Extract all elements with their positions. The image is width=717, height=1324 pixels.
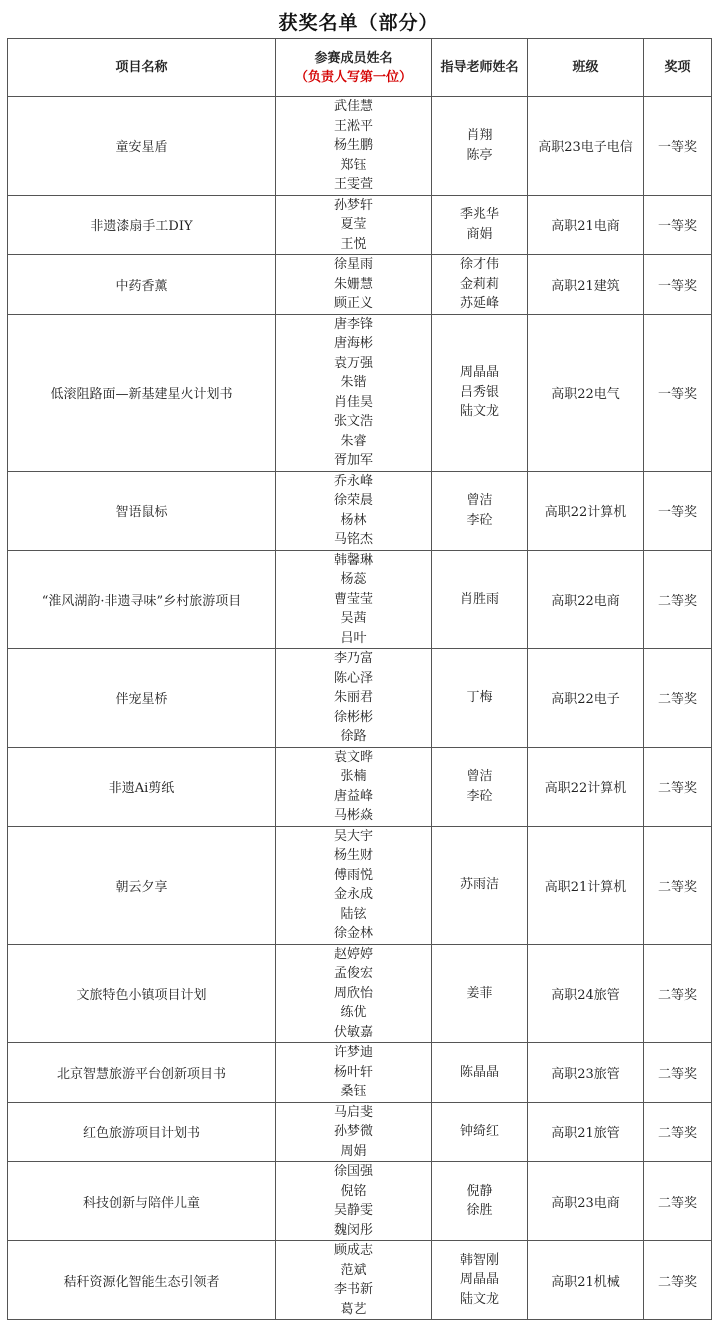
- teachers-cell: [432, 944, 528, 1043]
- teacher-name: 姜菲: [466, 985, 493, 1001]
- member-name: 徐路: [340, 729, 367, 744]
- member-name: 吴茜: [340, 611, 367, 626]
- member-name: 周欣怡: [333, 985, 373, 1001]
- members-cell: [276, 195, 432, 255]
- member-name: 顾成志: [333, 1243, 373, 1258]
- member-name: 夏莹: [340, 217, 367, 232]
- members-cell: [276, 1102, 432, 1162]
- member-name: 徐国强: [333, 1164, 373, 1179]
- member-name: 徐彬彬: [333, 709, 373, 725]
- teacher-name: 肖翔: [466, 128, 493, 144]
- project-name-cell: 科技创新与陪伴儿童: [8, 1162, 276, 1241]
- teacher-name: 吕秀银: [459, 384, 499, 400]
- member-name: 杨生财: [333, 848, 373, 863]
- members-cell: [276, 550, 432, 649]
- teachers-cell: [432, 1043, 528, 1103]
- member-name: 徐金林: [333, 926, 373, 941]
- member-name: 袁文晔: [333, 749, 373, 765]
- teachers-cell: [432, 747, 528, 826]
- project-name-cell: 朝云夕享: [8, 826, 276, 944]
- members-cell: [276, 649, 432, 748]
- header-project: 项目名称: [8, 39, 276, 97]
- member-name: 张楠: [340, 769, 367, 784]
- award-cell: 二等奖: [644, 747, 712, 826]
- teacher-name: 倪静: [466, 1183, 493, 1199]
- members-cell: [276, 1043, 432, 1103]
- project-name-cell: 中药香薰: [8, 255, 276, 315]
- member-name: 曹莹莹: [333, 591, 373, 607]
- teacher-name: 曾洁: [466, 493, 493, 508]
- table-row: [8, 195, 712, 255]
- member-name: 王雯萱: [333, 177, 373, 192]
- project-name-cell: 文旅特色小镇项目计划: [8, 944, 276, 1043]
- member-name: 周娟: [340, 1143, 367, 1159]
- table-row: [8, 1043, 712, 1103]
- class-cell: 高职23电子电信: [528, 97, 644, 196]
- member-name: 练优: [340, 1005, 367, 1020]
- project-name-cell: “淮风湖韵·非遗寻味”乡村旅游项目: [8, 550, 276, 649]
- teacher-name: 徐才伟: [459, 257, 499, 272]
- awards-table: [7, 38, 712, 1320]
- member-name: 朱睿: [340, 433, 367, 449]
- teacher-name: 曾洁: [466, 769, 493, 784]
- teacher-name: 苏雨洁: [459, 877, 499, 893]
- project-name-cell: 非遗漆扇手工DIY: [8, 195, 276, 255]
- page-title: 获奖名单（部分）: [278, 12, 439, 34]
- project-name-cell: 北京智慧旅游平台创新项目书: [8, 1043, 276, 1103]
- class-cell: 高职22计算机: [528, 747, 644, 826]
- header-award: 奖项: [644, 39, 712, 97]
- class-cell: 高职21计算机: [528, 826, 644, 944]
- table-row: [8, 826, 712, 944]
- member-name: 朱锴: [340, 375, 367, 390]
- member-name: 马彬焱: [333, 808, 373, 823]
- table-row: [8, 944, 712, 1043]
- class-cell: 高职21电商: [528, 195, 644, 255]
- teachers-cell: [432, 1102, 528, 1162]
- award-cell: 二等奖: [644, 1241, 712, 1320]
- member-name: 桑钰: [340, 1084, 367, 1099]
- award-cell: 二等奖: [644, 1102, 712, 1162]
- table-row: [8, 471, 712, 550]
- member-name: 肖佳昊: [333, 394, 373, 410]
- header-teachers: 指导老师姓名: [432, 39, 528, 97]
- table-row: [8, 255, 712, 315]
- header-class: 班级: [528, 39, 644, 97]
- teachers-cell: [432, 195, 528, 255]
- member-name: 王淞平: [333, 118, 373, 134]
- member-name: 顾正义: [333, 296, 373, 311]
- teacher-name: 周晶晶: [459, 365, 499, 381]
- project-name-cell: 低滚阻路面—新基建星火计划书: [8, 314, 276, 471]
- class-cell: 高职22电子: [528, 649, 644, 748]
- member-name: 范斌: [340, 1262, 367, 1278]
- member-name: 张文浩: [333, 414, 373, 429]
- teachers-cell: [432, 314, 528, 471]
- header-members-note: （负责人写第一位）: [294, 69, 412, 85]
- member-name: 孙梦轩: [333, 197, 373, 213]
- member-name: 李书新: [333, 1282, 373, 1297]
- member-name: 李乃富: [333, 651, 373, 666]
- table-body: [8, 97, 712, 1320]
- member-name: 陈心泽: [333, 670, 373, 686]
- member-name: 陆铉: [340, 906, 367, 922]
- member-name: 吴大宇: [333, 828, 373, 844]
- member-name: 王悦: [340, 236, 367, 252]
- member-name: 马铭杰: [333, 532, 373, 547]
- members-cell: [276, 1241, 432, 1320]
- project-name-cell: 童安星盾: [8, 97, 276, 196]
- table-row: [8, 550, 712, 649]
- members-cell: [276, 747, 432, 826]
- award-cell: 二等奖: [644, 826, 712, 944]
- award-cell: 二等奖: [644, 944, 712, 1043]
- teacher-name: 韩智刚: [459, 1252, 499, 1268]
- teacher-name: 李砼: [466, 512, 493, 528]
- award-cell: 一等奖: [644, 195, 712, 255]
- teachers-cell: [432, 826, 528, 944]
- member-name: 葛艺: [340, 1301, 367, 1317]
- member-name: 杨叶轩: [333, 1064, 373, 1080]
- table-row: [8, 747, 712, 826]
- table-row: [8, 1162, 712, 1241]
- class-cell: 高职21旅管: [528, 1102, 644, 1162]
- teacher-name: 徐胜: [466, 1203, 493, 1218]
- teacher-name: 陈晶晶: [459, 1064, 499, 1080]
- class-cell: 高职21建筑: [528, 255, 644, 315]
- teacher-name: 丁梅: [466, 690, 493, 705]
- member-name: 韩馨琳: [333, 552, 373, 568]
- member-name: 朱丽君: [333, 690, 373, 705]
- award-cell: 二等奖: [644, 1162, 712, 1241]
- member-name: 郑钰: [340, 157, 367, 173]
- member-name: 赵婷婷: [333, 946, 373, 962]
- teacher-name: 陆文龙: [459, 1291, 499, 1307]
- table-row: [8, 314, 712, 471]
- class-cell: 高职22计算机: [528, 471, 644, 550]
- member-name: 武佳慧: [333, 99, 373, 114]
- member-name: 倪铭: [340, 1183, 367, 1199]
- teacher-name: 肖胜雨: [459, 591, 499, 607]
- teacher-name: 陆文龙: [459, 404, 499, 420]
- member-name: 许梦迪: [333, 1045, 373, 1060]
- member-name: 唐益峰: [333, 788, 373, 804]
- members-cell: [276, 255, 432, 315]
- member-name: 孟俊宏: [333, 966, 373, 981]
- member-name: 唐海彬: [333, 336, 373, 351]
- member-name: 吴静雯: [333, 1203, 373, 1218]
- members-cell: [276, 97, 432, 196]
- project-name-cell: 智语鼠标: [8, 471, 276, 550]
- project-name-cell: 红色旅游项目计划书: [8, 1102, 276, 1162]
- class-cell: 高职22电气: [528, 314, 644, 471]
- member-name: 金永成: [333, 887, 373, 902]
- teacher-name: 钟绮红: [459, 1124, 499, 1139]
- members-cell: [276, 1162, 432, 1241]
- class-cell: 高职24旅管: [528, 944, 644, 1043]
- members-cell: [276, 314, 432, 471]
- class-cell: 高职23旅管: [528, 1043, 644, 1103]
- member-name: 乔永峰: [333, 473, 373, 489]
- project-name-cell: 秸秆资源化智能生态引领者: [8, 1241, 276, 1320]
- member-name: 杨蕊: [340, 572, 367, 587]
- teachers-cell: [432, 471, 528, 550]
- member-name: 魏闵彤: [333, 1222, 373, 1238]
- award-cell: 一等奖: [644, 97, 712, 196]
- member-name: 朱姗慧: [333, 276, 373, 292]
- table-row: [8, 1102, 712, 1162]
- teachers-cell: [432, 97, 528, 196]
- member-name: 徐荣晨: [333, 493, 373, 508]
- teacher-name: 金莉莉: [459, 276, 499, 292]
- table-row: [8, 649, 712, 748]
- member-name: 杨林: [340, 512, 367, 528]
- teacher-name: 周晶晶: [459, 1272, 499, 1288]
- award-cell: 一等奖: [644, 255, 712, 315]
- header-members-label: 参赛成员姓名: [314, 50, 393, 66]
- member-name: 吕叶: [340, 630, 367, 646]
- member-name: 孙梦微: [333, 1124, 373, 1139]
- member-name: 杨生鹏: [333, 138, 373, 153]
- teacher-name: 季兆华: [459, 207, 499, 223]
- teachers-cell: [432, 649, 528, 748]
- members-cell: [276, 471, 432, 550]
- member-name: 伏敏嘉: [333, 1024, 373, 1040]
- member-name: 唐李锋: [333, 316, 373, 332]
- award-cell: 一等奖: [644, 314, 712, 471]
- table-row: [8, 97, 712, 196]
- teacher-name: 商娟: [466, 226, 493, 242]
- class-cell: 高职22电商: [528, 550, 644, 649]
- member-name: 徐星雨: [333, 257, 373, 272]
- teachers-cell: [432, 255, 528, 315]
- member-name: 袁万强: [333, 355, 373, 371]
- class-cell: 高职23电商: [528, 1162, 644, 1241]
- table-header-row: [8, 39, 712, 97]
- award-cell: 二等奖: [644, 550, 712, 649]
- members-cell: [276, 944, 432, 1043]
- member-name: 胥加军: [333, 453, 373, 468]
- project-name-cell: 非遗Ai剪纸: [8, 747, 276, 826]
- teachers-cell: [432, 550, 528, 649]
- award-cell: 二等奖: [644, 649, 712, 748]
- teacher-name: 陈亭: [466, 147, 493, 163]
- members-cell: [276, 826, 432, 944]
- project-name-cell: 伴宠星桥: [8, 649, 276, 748]
- award-cell: 二等奖: [644, 1043, 712, 1103]
- member-name: 傅雨悦: [333, 867, 373, 883]
- teachers-cell: [432, 1162, 528, 1241]
- table-row: [8, 1241, 712, 1320]
- teacher-name: 李砼: [466, 788, 493, 804]
- member-name: 马启斐: [333, 1104, 373, 1120]
- class-cell: 高职21机械: [528, 1241, 644, 1320]
- teacher-name: 苏延峰: [459, 296, 499, 311]
- header-members: [276, 39, 432, 97]
- award-cell: 一等奖: [644, 471, 712, 550]
- teachers-cell: [432, 1241, 528, 1320]
